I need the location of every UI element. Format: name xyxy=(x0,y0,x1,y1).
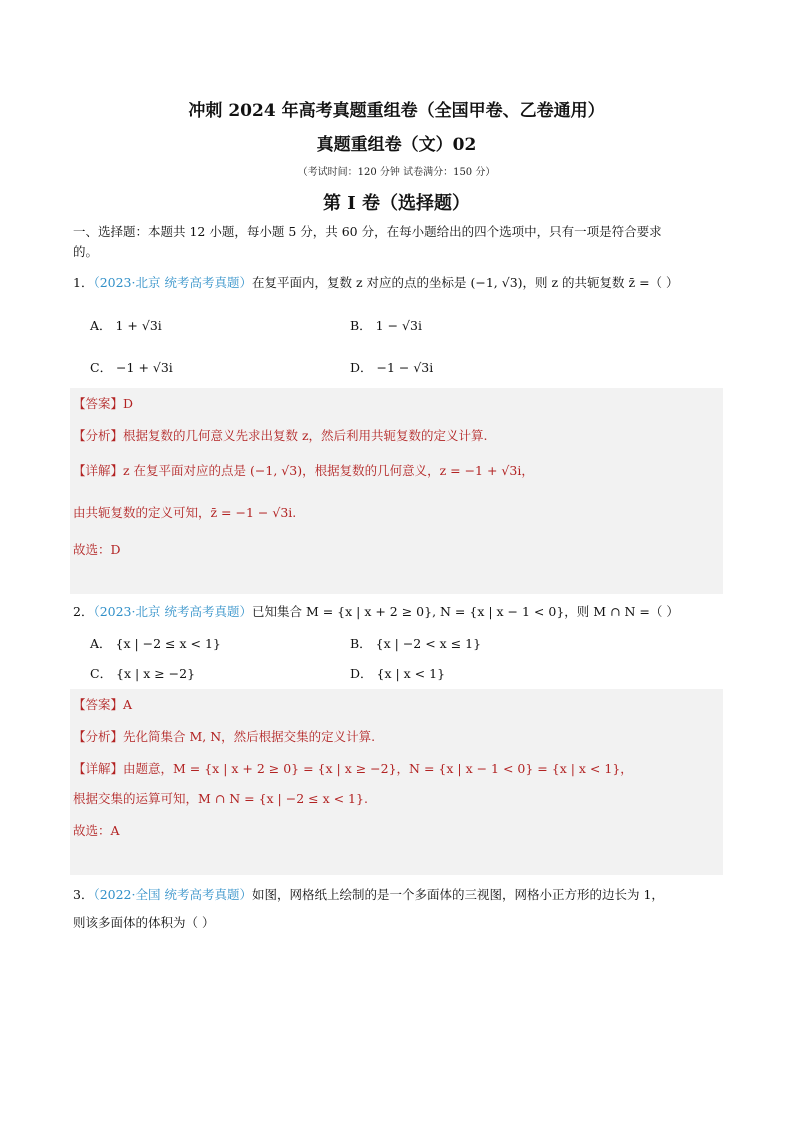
answer-box xyxy=(70,388,723,594)
detail-line-1: 【详解】z 在复平面对应的点是 (−1, √3)，根据复数的几何意义，z = −1 + √3i， xyxy=(73,463,534,478)
detail-line-1: 【详解】由题意，M = {x | x + 2 ≥ 0} = {x | x ≥ −2}，N = {x | x − 1 < 0} = {x | x < 1}， xyxy=(73,761,633,776)
option-d: D． −1 − √3i xyxy=(350,360,434,375)
answer-line: 【答案】D xyxy=(73,396,134,411)
question-number: 3． xyxy=(73,887,94,902)
question-stem: 如图，网格纸上绘制的是一个多面体的三视图，网格小正方形的边长为 1， xyxy=(251,887,664,902)
detail-line-2: 根据交集的运算可知，M ∩ N = {x | −2 ≤ x < 1}. xyxy=(73,791,368,806)
detail-line-2: 由共轭复数的定义可知，z̄ = −1 − √3i. xyxy=(73,505,297,520)
question-source: （2022·全国 统考高考真题） xyxy=(93,887,252,902)
option-c: C． {x | x ≥ −2} xyxy=(90,666,196,681)
analysis-line: 【分析】先化简集合 M, N，然后根据交集的定义计算. xyxy=(73,729,376,744)
option-a: A． 1 + √3i xyxy=(90,318,162,333)
question-number: 2． xyxy=(73,604,94,619)
section-title: 第 I 卷（选择题） xyxy=(323,193,470,214)
option-a: A． {x | −2 ≤ x < 1} xyxy=(90,636,221,651)
question-stem: 已知集合 M = {x | x + 2 ≥ 0}, N = {x | x − 1 < 0}，则 M ∩ N =（ ） xyxy=(251,604,679,619)
question-stem: 在复平面内，复数 z 对应的点的坐标是 (−1, √3)，则 z 的共轭复数 z̄ =（ ） xyxy=(251,275,679,290)
exam-subtitle: 真题重组卷（文）02 xyxy=(316,135,477,155)
question-3 xyxy=(73,885,733,905)
option-b: B． 1 − √3i xyxy=(350,318,422,333)
exam-title: 冲刺 2024 年高考真题重组卷（全国甲卷、乙卷通用） xyxy=(188,101,605,121)
option-c: C． −1 + √3i xyxy=(90,360,173,375)
question-1 xyxy=(73,273,733,293)
question-3-stem-line2: 则该多面体的体积为（ ） xyxy=(73,915,215,930)
question-number: 1． xyxy=(73,275,94,290)
option-d: D． {x | x < 1} xyxy=(350,666,446,681)
option-b: B． {x | −2 < x ≤ 1} xyxy=(350,636,482,651)
choice-line: 故选：A xyxy=(73,823,120,838)
question-source: （2023·北京 统考高考真题） xyxy=(93,604,252,619)
answer-line: 【答案】A xyxy=(73,697,133,712)
question-source: （2023·北京 统考高考真题） xyxy=(93,275,252,290)
exam-info: （考试时间：120 分钟 试卷满分：150 分） xyxy=(297,167,496,178)
instructions-line2: 的。 xyxy=(73,244,99,259)
answer-box xyxy=(70,689,723,875)
question-2 xyxy=(73,602,733,622)
analysis-line: 【分析】根据复数的几何意义先求出复数 z，然后利用共轭复数的定义计算. xyxy=(73,428,488,443)
choice-line: 故选：D xyxy=(73,542,121,557)
instructions-line1: 一、选择题：本题共 12 小题，每小题 5 分，共 60 分，在每小题给出的四个选项中，只有一项是符合要求 xyxy=(73,224,662,239)
